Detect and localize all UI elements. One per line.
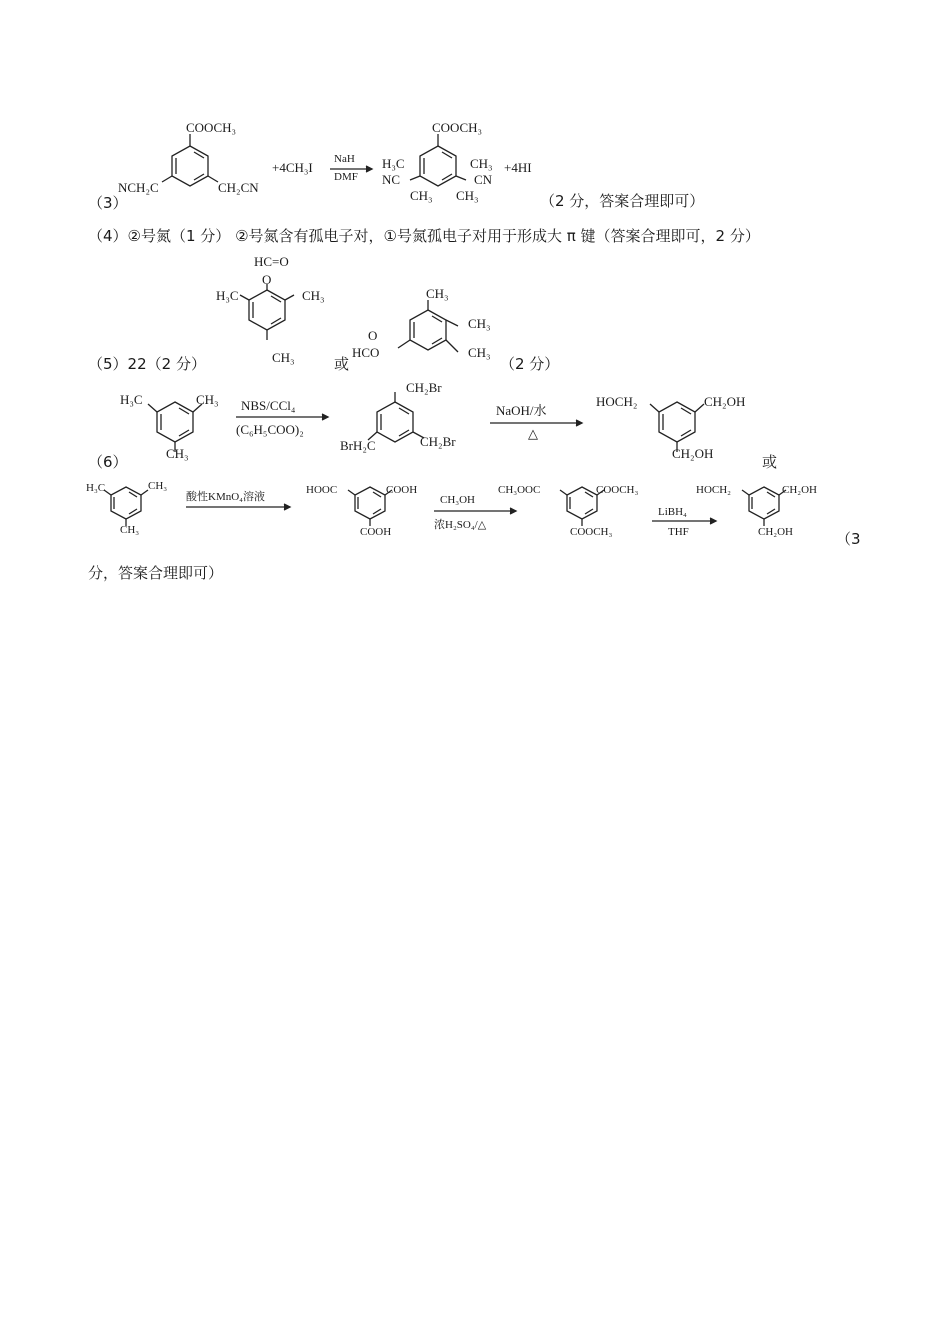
q6-r2-arrow-1 <box>186 504 296 514</box>
q3-product-right-c: CH₃ <box>456 188 479 203</box>
q3-product-left-c: CH₃ <box>410 188 433 203</box>
q4-answer: （4）②号氮（1 分） ②号氮含有孤电子对，①号氮孤电子对用于形成大 π 键（答案合理即可，2 分） <box>88 227 760 245</box>
q3-product-top: COOCH₃ <box>432 120 483 135</box>
q6-r2-s1-bottom: CH₃ <box>120 524 140 536</box>
q6-r2-s1-left: H₃C <box>86 482 106 494</box>
q3-reagent: +4CH₃I <box>272 160 313 175</box>
q5-a-oxygen: O <box>262 272 272 287</box>
q5-b-top-methyl: CH₃ <box>426 286 449 301</box>
q3-reactant-left: NCH₂C <box>118 180 159 195</box>
q6-r2-s4-right: CH₂OH <box>782 484 818 496</box>
q3-number: （3） <box>88 194 128 212</box>
q5-or: 或 <box>334 355 350 373</box>
q6-r2-s3-right: COOCH₃ <box>596 484 639 496</box>
q6-r2-s4-left: HOCH₂ <box>696 484 732 496</box>
q6-arrow-2 <box>490 420 590 430</box>
q6-number: （6） <box>88 453 128 471</box>
q6-score-a: （3 <box>836 530 861 548</box>
q6-r2-c3-top: LiBH₄ <box>658 506 687 518</box>
q3-product-right-b: CN <box>474 172 493 187</box>
q6-r2-s3-left: CH₃OOC <box>498 484 541 496</box>
q5-a-left-methyl: H₃C <box>216 288 239 303</box>
q3-condition-top: NaH <box>334 153 355 165</box>
q6-r2-c2-bottom: 浓H₂SO₄/△ <box>434 519 487 531</box>
q6-s2-top: CH₂Br <box>406 380 442 395</box>
q6-r2-c1: 酸性KMnO₄溶液 <box>186 491 266 503</box>
q6-r2-s2-left: HOOC <box>306 484 338 496</box>
q6-s3-bottom: CH₂OH <box>672 446 714 461</box>
q6-c1-top: NBS/CCl₄ <box>241 398 296 413</box>
q6-or: 或 <box>762 453 778 471</box>
q3-score: （2 分，答案合理即可） <box>540 192 705 210</box>
q5-score: （2 分） <box>500 355 560 373</box>
q3-product-left-b: NC <box>382 172 401 187</box>
q6-c2-top: NaOH/水 <box>496 403 547 418</box>
q5-number: （5）22（2 分） <box>88 355 206 373</box>
q3-reactant-top: COOCH₃ <box>186 120 237 135</box>
q5-a-right-methyl: CH₃ <box>302 288 325 303</box>
q6-s2-right: CH₂Br <box>420 434 456 449</box>
q6-s2-left: BrH₂C <box>340 438 376 453</box>
q3-reactant-right: CH₂CN <box>218 180 259 195</box>
q3-condition-bottom: DMF <box>334 171 358 183</box>
q6-c1-bottom: (C₆H₅COO)₂ <box>236 422 304 437</box>
q6-s1-left: H₃C <box>120 392 143 407</box>
q6-s3-right: CH₂OH <box>704 394 746 409</box>
q6-r2-s3-bottom: COOCH₃ <box>570 526 613 538</box>
q6-s3-left: HOCH₂ <box>596 394 638 409</box>
q5-a-formyl: HC=O <box>254 254 289 269</box>
q5-a-bottom-methyl: CH₃ <box>272 350 295 365</box>
q5-b-methyl-1: CH₃ <box>468 316 491 331</box>
q6-r2-s1-right: CH₃ <box>148 480 168 492</box>
q5-b-hco: HCO <box>352 345 380 360</box>
q3-byproduct: +4HI <box>504 160 532 175</box>
q6-score-b: 分，答案合理即可） <box>88 564 224 582</box>
q5-b-methyl-2: CH₃ <box>468 345 491 360</box>
q6-c2-bottom: △ <box>528 426 538 441</box>
q6-s1-bottom: CH₃ <box>166 446 189 461</box>
q6-r2-c3-bottom: THF <box>668 526 689 538</box>
q3-product-right-a: CH₃ <box>470 156 493 171</box>
q6-r2-c2-top: CH₃OH <box>440 494 476 506</box>
q6-s1-right: CH₃ <box>196 392 219 407</box>
q6-r2-s2-bottom: COOH <box>360 526 392 538</box>
q3-product-left-a: H₃C <box>382 156 405 171</box>
q5-b-carbonyl-o: O <box>368 328 378 343</box>
q6-r2-s2-right: COOH <box>386 484 418 496</box>
q6-r2-s4-bottom: CH₂OH <box>758 526 794 538</box>
